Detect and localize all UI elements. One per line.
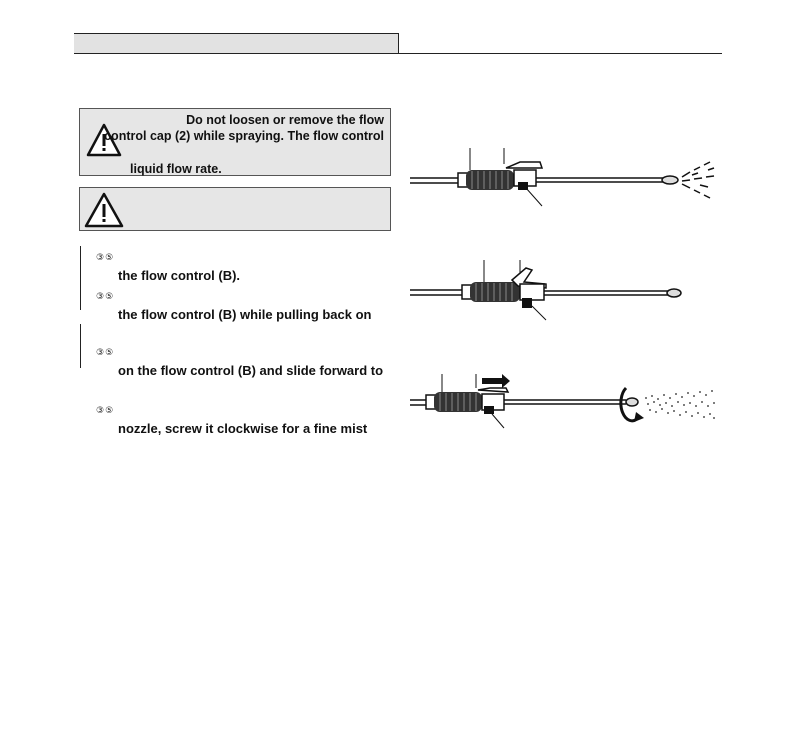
header-divider xyxy=(398,33,399,54)
step-number: ③⑤ xyxy=(96,348,115,358)
side-rule xyxy=(80,324,81,368)
warning-text-line-3: liquid flow rate. xyxy=(130,162,222,176)
trigger-lever xyxy=(506,162,542,168)
warning-box-flow-control xyxy=(79,108,391,176)
step-number: ③⑤ xyxy=(96,253,115,263)
step-text: on the flow control (B) and slide forward to xyxy=(118,363,384,378)
header-bar xyxy=(74,33,398,54)
step-text: nozzle, screw it clockwise for a fine mist xyxy=(118,421,368,436)
warning-box-2 xyxy=(79,187,391,231)
side-rule xyxy=(80,246,81,310)
step-number: ③⑤ xyxy=(96,406,115,416)
step-number: ③⑤ xyxy=(96,292,115,302)
warning-text-line-1: Do not loosen or remove the flow xyxy=(186,113,384,127)
header-rule xyxy=(74,53,722,54)
warning-triangle-icon xyxy=(84,192,124,228)
nozzle xyxy=(667,289,681,297)
step-text: the flow control (B) while pulling back on xyxy=(118,307,372,322)
spray-wand-figure-2 xyxy=(408,254,698,324)
step-text: the flow control (B). xyxy=(118,268,241,283)
spray-wand-figure-3 xyxy=(408,368,720,434)
nozzle xyxy=(626,398,638,406)
warning-text-line-2: control cap (2) while spraying. The flow control xyxy=(104,129,384,143)
trigger-lever xyxy=(478,388,508,392)
spray-mist-icon xyxy=(682,162,714,198)
fine-mist-icon xyxy=(645,390,715,419)
arrow-forward-icon xyxy=(482,374,510,388)
spray-wand-figure-1 xyxy=(408,140,720,212)
nozzle xyxy=(662,176,678,184)
